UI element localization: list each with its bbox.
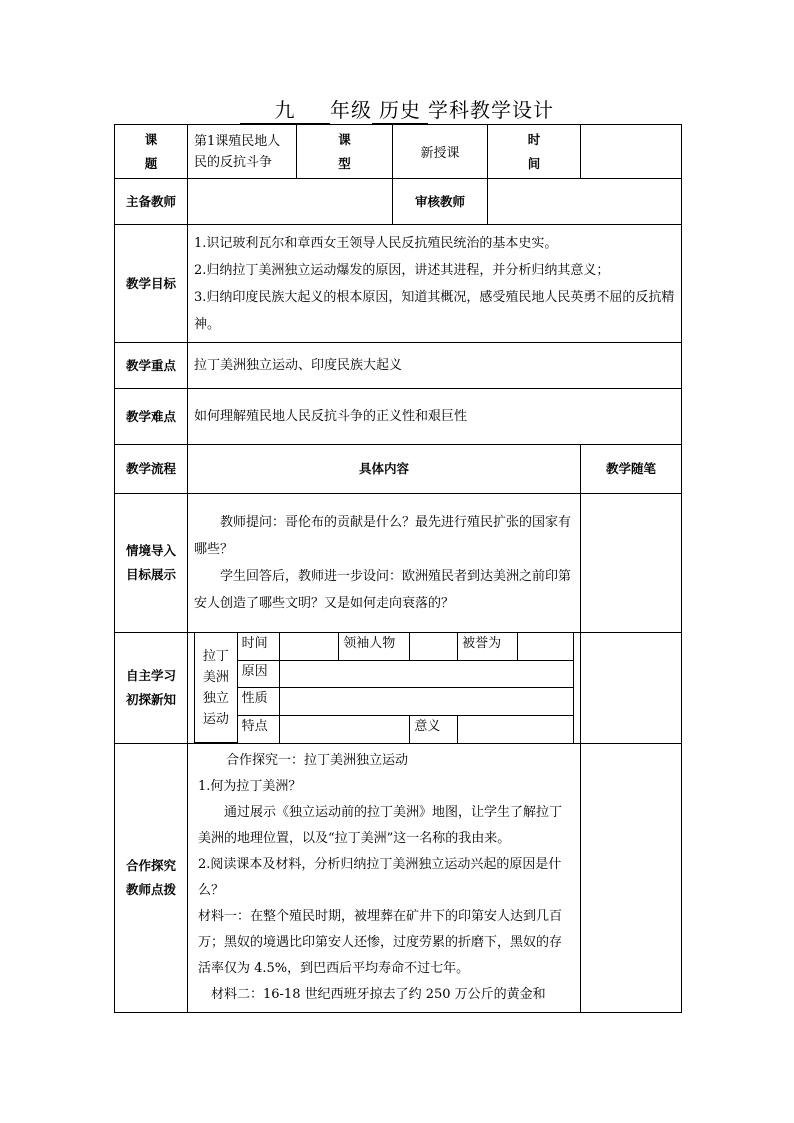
time-value	[581, 125, 682, 179]
self-study-content	[188, 633, 581, 744]
difficulties-value: 如何理解殖民地人民反抗斗争的正义性和艰巨性	[188, 389, 682, 445]
difficulties-label: 教学难点	[115, 389, 188, 445]
feature-field	[280, 715, 410, 742]
intro-paragraph: 教师提问：哥伦布的贡献是什么？最先进行殖民扩张的国家有哪些？	[194, 515, 572, 557]
flow-label: 教学流程	[115, 445, 188, 494]
vertical-title: 拉丁 美洲 独立 运动	[195, 633, 238, 743]
coop-question: 1.何为拉丁美洲？	[198, 779, 302, 794]
intro-label: 情境导入 目标展示	[115, 494, 188, 633]
goals-row	[115, 225, 682, 343]
intro-row	[115, 494, 682, 633]
key-points-value: 拉丁美洲独立运动、印度民族大起义	[188, 343, 682, 389]
difficulties-row	[115, 389, 682, 445]
reviewer-value	[488, 179, 682, 225]
time-field	[280, 633, 339, 660]
leader-field	[410, 633, 458, 660]
coop-label: 合作探究 教师点拨	[115, 744, 188, 1013]
time-label: 时 间	[488, 125, 581, 179]
notes-cell	[581, 494, 682, 633]
honored-field-label: 被誉为	[458, 633, 518, 660]
flow-header-row	[115, 445, 682, 494]
meaning-field-label: 意义	[410, 715, 458, 742]
nature-field-label: 性质	[237, 688, 280, 716]
feature-field-label: 特点	[237, 715, 280, 742]
teacher-row	[115, 179, 682, 225]
lesson-plan-table	[114, 124, 682, 1013]
topic-label: 课 题	[115, 125, 188, 179]
self-study-label: 自主学习 初探新知	[115, 633, 188, 744]
key-points-label: 教学重点	[115, 343, 188, 389]
type-label: 课 型	[297, 125, 393, 179]
coop-content	[188, 744, 581, 1013]
intro-content	[188, 494, 581, 633]
leader-field-label: 领袖人物	[339, 633, 410, 660]
page-title	[0, 94, 794, 124]
goal-item: 1.识记玻利瓦尔和章西女王领导人民反抗殖民统治的基本史实。	[194, 235, 558, 251]
content-label: 具体内容	[188, 445, 581, 494]
cause-field-label: 原因	[237, 660, 280, 688]
main-teacher-value	[188, 179, 393, 225]
independence-table	[194, 633, 574, 743]
goals-list	[188, 225, 682, 343]
reviewer-label: 审核教师	[393, 179, 488, 225]
coop-heading: 合作探究一：拉丁美洲独立运动	[226, 753, 409, 768]
intro-paragraph: 学生回答后，教师进一步设问：欧洲殖民者到达美洲之前印第安人创造了哪些文明？又是如何走向衰落的？	[194, 569, 572, 611]
goal-item: 3.归纳印度民族大起义的根本原因，知道其概况，感受殖民地人民英勇不屈的反抗精神。	[194, 289, 675, 332]
subject-label: 学科教学设计	[428, 98, 554, 122]
goals-label: 教学目标	[115, 225, 188, 343]
coop-question: 2.阅读课本及材料，分析归纳拉丁美洲独立运动兴起的原因是什么？	[198, 857, 562, 898]
honored-field	[518, 633, 574, 660]
subject-blank: 历史	[372, 94, 428, 124]
nature-field	[280, 688, 574, 716]
main-teacher-label: 主备教师	[115, 179, 188, 225]
cause-field	[280, 660, 574, 688]
meaning-field	[458, 715, 574, 742]
type-value: 新授课	[393, 125, 488, 179]
grade-blank: 九	[240, 94, 330, 124]
key-points-row	[115, 343, 682, 389]
self-study-row	[115, 633, 682, 744]
info-row	[115, 125, 682, 179]
time-field-label: 时间	[237, 633, 280, 660]
notes-cell	[581, 633, 682, 744]
coop-row	[115, 744, 682, 1013]
notes-cell	[581, 744, 682, 1013]
goal-item: 2.归纳拉丁美洲独立运动爆发的原因，讲述其进程，并分析归纳其意义；	[194, 262, 610, 278]
notes-label: 教学随笔	[581, 445, 682, 494]
coop-paragraph: 通过展示《独立运动前的拉丁美洲》地图，让学生了解拉丁美洲的地理位置，以及“拉丁美洲”这一名称的我由来。	[198, 805, 563, 846]
grade-label: 年级	[330, 98, 372, 122]
topic-value: 第1课殖民地人民的反抗斗争	[188, 125, 297, 179]
coop-material: 材料一：在整个殖民时期，被埋葬在矿井下的印第安人达到几百万；黑奴的境遇比印第安人还惨，过度劳累的折磨下，黑奴的存活率仅为 4.5%，到巴西后平均寿命不过七年。	[198, 909, 563, 976]
coop-material: 材料二：16-18 世纪西班牙掠去了约 250 万公斤的黄金和	[211, 987, 546, 1002]
